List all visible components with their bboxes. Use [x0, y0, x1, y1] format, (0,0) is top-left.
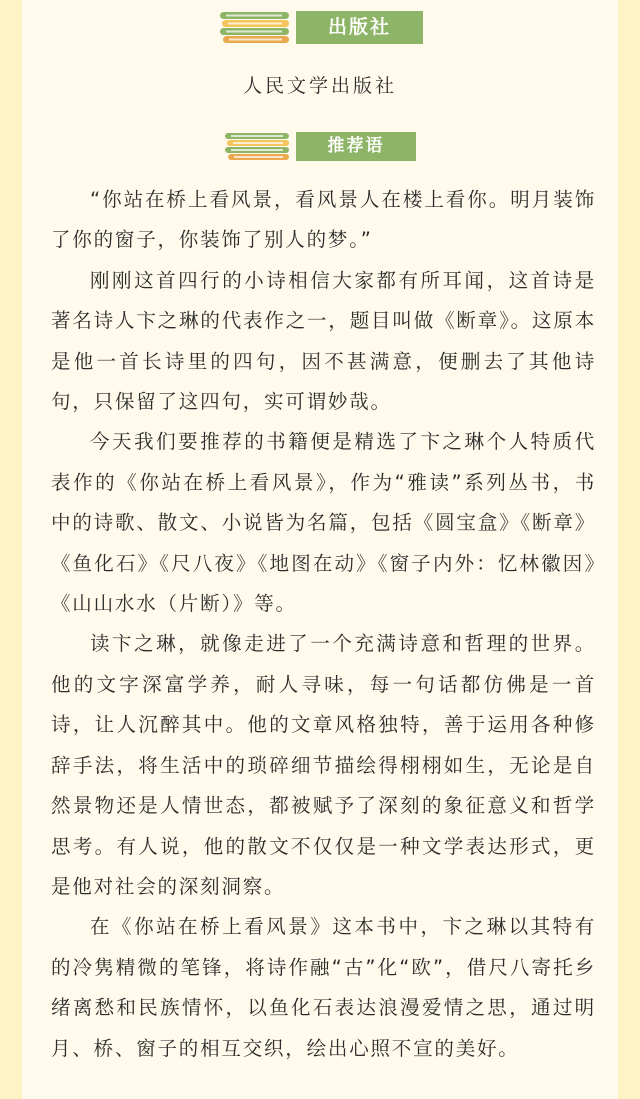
publisher-name: 人民文学出版社 — [242, 75, 397, 97]
paragraph: “你站在桥上看风景，看风景人在楼上看你。明月装饰了你的窗子，你装饰了别人的梦。” — [51, 188, 596, 252]
paragraph: 今天我们要推荐的书籍便是精选了卞之琳个人特质代表作的《你站在桥上看风景》，作为“雅读”系列丛书，书中的诗歌、散文、小说皆为名篇，包括《圆宝盒》《断章》《鱼化石》《尺八夜》《地图在动》《窗子内外：忆林徽因》《山山水水（片断）》等。 — [51, 430, 596, 616]
publisher-section-header — [220, 11, 423, 44]
books-icon — [225, 133, 289, 161]
recommendation-section-header — [225, 132, 416, 161]
recommendation-body — [51, 180, 596, 1069]
publisher-label: 出版社 — [296, 11, 423, 44]
paragraph: 在《你站在桥上看风景》这本书中，卞之琳以其特有的冷隽精微的笔锋，将诗作融“古”化“欧”，借尺八寄托乡绪离愁和民族情怀，以鱼化石表达浪漫爱情之思，通过明月、桥、窗子的相互交织，绘出心照不宣的美好。 — [51, 915, 596, 1060]
books-icon — [220, 12, 289, 43]
paragraph: 读卞之琳，就像走进了一个充满诗意和哲理的世界。他的文字深富学养，耐人寻味，每一句话都仿佛是一首诗，让人沉醉其中。他的文章风格独特，善于运用各种修辞手法，将生活中的琐碎细节描绘得栩栩如生，无论是自然景物还是人情世态，都被赋予了深刻的象征意义和哲学思考。有人说，他的散文不仅仅是一种文学表达形式，更是他对社会的深刻洞察。 — [51, 632, 596, 898]
paragraph: 刚刚这首四行的小诗相信大家都有所耳闻，这首诗是著名诗人卞之琳的代表作之一，题目叫做《断章》。这原本是他一首长诗里的四句，因不甚满意，便删去了其他诗句，只保留了这四句，实可谓妙哉。 — [51, 268, 596, 414]
recommendation-label: 推荐语 — [296, 132, 416, 161]
